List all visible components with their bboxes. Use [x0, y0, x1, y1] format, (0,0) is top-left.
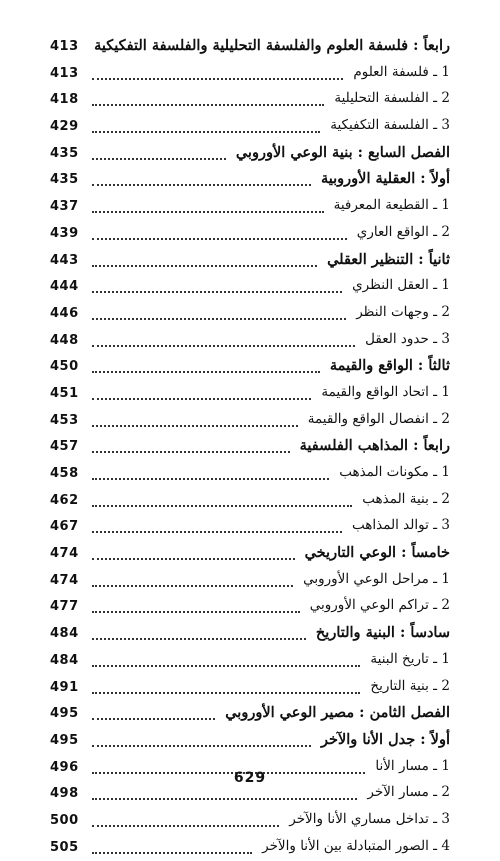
toc-page-number: 458	[50, 466, 79, 481]
toc-subsection-title: 2 ـ وجهات النظر	[352, 304, 450, 320]
dot-leader	[92, 638, 306, 640]
dot-leader	[92, 505, 352, 507]
toc-subsection-title: 1 ـ مسار الأنا	[371, 758, 450, 774]
toc-section-heading: الفصل الثامن : مصير الوعي الأوروبي	[221, 704, 450, 721]
dot-leader	[92, 451, 290, 453]
toc-entry	[0, 61, 500, 88]
toc-page-number: 413	[50, 65, 79, 81]
toc-page-number: 435	[50, 145, 79, 161]
toc-entry	[0, 461, 500, 488]
toc-page-number: 474	[50, 546, 79, 562]
dot-leader	[92, 211, 324, 213]
table-of-contents	[0, 34, 500, 861]
toc-page-number: 496	[50, 759, 79, 775]
dot-leader	[92, 398, 311, 400]
toc-entry	[0, 408, 500, 435]
toc-entry	[0, 648, 500, 675]
toc-page-number: 462	[50, 492, 79, 508]
toc-page-number: 457	[50, 439, 79, 455]
toc-page-number: 474	[50, 572, 79, 588]
toc-page-number: 484	[50, 652, 79, 668]
toc-subsection-title: 2 ـ انفصال الواقع والقيمة	[304, 411, 450, 427]
toc-subsection-title: 2 ـ تراكم الوعي الأوروبي	[306, 597, 450, 613]
page-number: 629	[233, 770, 267, 786]
dot-leader	[92, 78, 343, 80]
toc-entry	[0, 167, 500, 194]
dot-leader	[92, 745, 311, 747]
toc-entry	[0, 621, 500, 648]
toc-subsection-title: 2 ـ بنية المذهب	[358, 491, 450, 507]
toc-page-number: 443	[50, 252, 79, 268]
dot-leader	[92, 585, 293, 587]
toc-entry	[0, 434, 500, 461]
toc-entry	[0, 835, 500, 861]
toc-page-number: 484	[50, 626, 79, 642]
dot-leader	[92, 825, 279, 827]
toc-subsection-title: 3 ـ الفلسفة التكفيكية	[326, 117, 450, 133]
toc-subsection-title: 4 ـ الصور المتبادلة بين الأنا والآخر	[258, 838, 450, 854]
dot-leader	[92, 318, 346, 320]
dot-leader	[92, 665, 360, 667]
dot-leader	[92, 558, 295, 560]
dot-leader	[92, 718, 215, 720]
toc-entry	[0, 568, 500, 595]
toc-entry	[0, 194, 500, 221]
toc-page-number: 477	[50, 599, 79, 615]
toc-page-number: 435	[50, 172, 79, 188]
toc-section-heading: أولاً : العقلية الأوروبية	[317, 170, 450, 187]
toc-subsection-title: 1 ـ اتحاد الواقع والقيمة	[317, 384, 450, 400]
toc-entry	[0, 141, 500, 168]
toc-subsection-title: 2 ـ الفلسفة التحليلية	[330, 90, 450, 106]
toc-page-number: 495	[50, 732, 79, 748]
toc-subsection-title: 1 ـ فلسفة العلوم	[349, 64, 450, 80]
toc-subsection-title: 1 ـ مراحل الوعي الأوروبي	[299, 571, 450, 587]
dot-leader	[92, 692, 360, 694]
toc-entry	[0, 248, 500, 275]
toc-entry	[0, 728, 500, 755]
toc-entry	[0, 514, 500, 541]
toc-page-number: 444	[50, 279, 79, 295]
toc-entry	[0, 87, 500, 114]
toc-subsection-title: 1 ـ العقل النظري	[348, 277, 450, 293]
toc-entry	[0, 541, 500, 568]
toc-subsection-title: 3 ـ حدود العقل	[361, 331, 450, 347]
toc-entry	[0, 328, 500, 355]
toc-entry	[0, 354, 500, 381]
toc-section-heading: سادساً : البنية والتاريخ	[312, 624, 450, 641]
toc-entry	[0, 381, 500, 408]
dot-leader	[92, 291, 342, 293]
toc-page-number: 446	[50, 305, 79, 321]
toc-entry	[0, 274, 500, 301]
toc-entry	[0, 808, 500, 835]
toc-subsection-title: 3 ـ تداخل مساري الأنا والآخر	[285, 811, 450, 827]
toc-page-number: 498	[50, 786, 79, 802]
toc-subsection-title: 3 ـ توالد المذاهب	[348, 517, 450, 533]
toc-page-number: 448	[50, 332, 79, 348]
dot-leader	[92, 158, 226, 160]
toc-page-number: 429	[50, 119, 79, 135]
toc-entry	[0, 701, 500, 728]
dot-leader	[92, 531, 342, 533]
toc-page-number: 500	[50, 812, 79, 828]
toc-page-number: 467	[50, 519, 79, 535]
dot-leader	[92, 104, 324, 106]
toc-page-number: 450	[50, 359, 79, 375]
toc-subsection-title: 1 ـ تاريخ البنية	[366, 651, 450, 667]
dot-leader	[92, 345, 355, 347]
toc-section-heading: خامساً : الوعي التاريخي	[301, 544, 450, 561]
toc-page-number: 439	[50, 225, 79, 241]
toc-subsection-title: 2 ـ مسار الآخر	[363, 784, 450, 800]
toc-section-heading: ثانياً : التنظير العقلي	[323, 251, 450, 268]
toc-section-heading: أولاً : جدل الأنا والآخر	[317, 731, 450, 748]
toc-entry	[0, 34, 500, 61]
toc-entry	[0, 488, 500, 515]
toc-page-number: 491	[50, 679, 79, 695]
toc-entry	[0, 221, 500, 248]
toc-section-heading: رابعاً : المذاهب الفلسفية	[296, 437, 450, 454]
toc-subsection-title: 1 ـ مكونات المذهب	[335, 464, 450, 480]
toc-entry	[0, 301, 500, 328]
toc-entry	[0, 675, 500, 702]
toc-subsection-title: 2 ـ بنية التاريخ	[366, 678, 450, 694]
toc-page-number: 437	[50, 199, 79, 215]
dot-leader	[92, 184, 311, 186]
toc-page-number: 505	[50, 839, 79, 855]
toc-page-number: 413	[50, 39, 79, 54]
toc-entry	[0, 114, 500, 141]
dot-leader	[92, 852, 252, 854]
toc-page-number: 418	[50, 92, 79, 108]
toc-page-number: 495	[50, 706, 79, 722]
dot-leader	[92, 238, 347, 240]
dot-leader	[92, 265, 317, 267]
toc-page-number: 451	[50, 385, 79, 401]
toc-entry	[0, 594, 500, 621]
toc-section-heading: ثالثاً : الواقع والقيمة	[326, 357, 450, 374]
dot-leader	[92, 371, 320, 373]
toc-section-heading: الفصل السابع : بنية الوعي الأوروبي	[232, 144, 450, 161]
toc-subsection-title: 1 ـ القطيعة المعرفية	[330, 197, 450, 213]
dot-leader	[92, 478, 329, 480]
toc-section-heading: رابعاً : فلسفة العلوم والفلسفة التحليلية والفلسفة التفكيكية	[90, 37, 450, 54]
toc-page-number: 453	[50, 412, 79, 428]
toc-subsection-title: 2 ـ الواقع العاري	[353, 224, 450, 240]
dot-leader	[92, 425, 298, 427]
dot-leader	[92, 611, 300, 613]
dot-leader	[92, 131, 320, 133]
